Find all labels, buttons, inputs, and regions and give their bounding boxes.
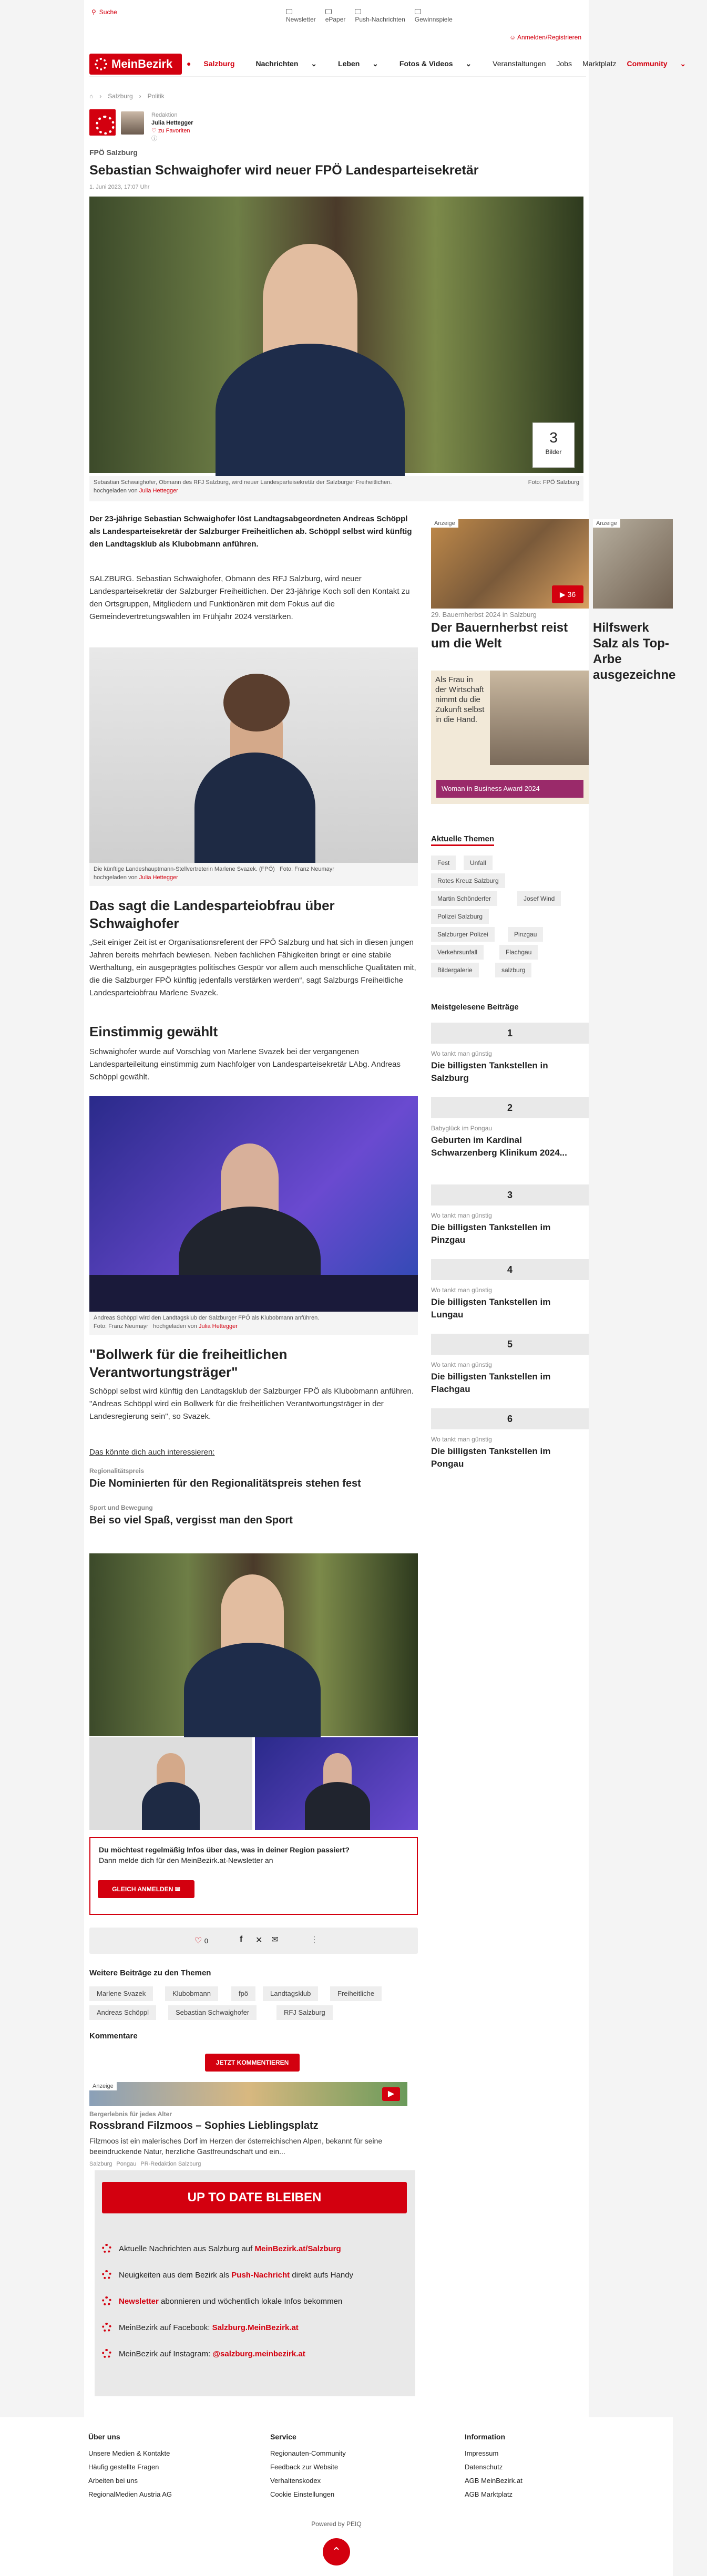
- footer-link[interactable]: Impressum: [465, 2449, 499, 2457]
- footer-link[interactable]: Unsere Medien & Kontakte: [88, 2449, 170, 2457]
- person-body: [184, 1643, 321, 1737]
- newsletter-signup-button[interactable]: GLEICH ANMELDEN ✉: [98, 1880, 194, 1898]
- popular-kicker: Wo tankt man günstig: [431, 1436, 492, 1443]
- chevron-down-icon: ⌄: [465, 59, 472, 68]
- article-lead: Der 23-jährige Sebastian Schwaighofer löst Landtagsabgeordneten Andreas Schöppl als Landesparteisekretär der Salzburger Freiheitlichen ab. Schöppl selbst wird künftig den Landtagsklub als Klubobmann anführen.: [89, 514, 412, 549]
- footer-link[interactable]: RegionalMedien Austria AG: [88, 2490, 172, 2498]
- footer-link[interactable]: Cookie Einstellungen: [270, 2490, 335, 2498]
- gallery-image-3[interactable]: [255, 1737, 418, 1830]
- top-links: [286, 8, 453, 23]
- footer-col-about: Über uns Unsere Medien & Kontakte Häufig gestellte Fragen Arbeiten bei uns RegionalMedien Austria AG: [88, 2430, 172, 2501]
- topic-tag[interactable]: Pinzgau: [508, 927, 543, 942]
- breadcrumb: ⌂ › Salzburg › Politik: [89, 92, 165, 100]
- top-bar: [84, 0, 589, 24]
- footer-link[interactable]: Regionauten-Community: [270, 2449, 346, 2457]
- footer: [0, 2417, 673, 2576]
- wib-image: [490, 671, 589, 765]
- gallery-count-button[interactable]: 3 Bilder: [532, 423, 575, 468]
- section-heading: Einstimmig gewählt: [89, 1024, 218, 1039]
- person-hair: [223, 674, 290, 731]
- nav-marktplatz[interactable]: Marktplatz: [582, 59, 617, 68]
- wib-ad[interactable]: Als Frau in der Wirtschaft nimmt du die Zukunft selbst in die Hand. Woman in Business Award 2024: [431, 671, 589, 804]
- related-kicker: Regionalitätspreis: [89, 1467, 145, 1475]
- chevron-down-icon: ⌄: [311, 59, 317, 68]
- more-topics-title: Weitere Beiträge zu den Themen: [89, 1969, 211, 1977]
- person-face: [221, 1143, 279, 1212]
- heart-icon: ♡: [151, 128, 157, 134]
- mail-share-icon[interactable]: ✉: [271, 1935, 279, 1944]
- rank-badge: 5: [431, 1334, 589, 1355]
- person-body: [216, 344, 405, 480]
- ad-text: Filzmoos ist ein malerisches Dorf im Herzen der österreichischen Alpen, bekannt für seine beeindruckende Natur, herzliche Gastfreundschaft und ein...: [89, 2137, 383, 2156]
- sidebar-card-image[interactable]: Anzeige ▶ 36: [431, 519, 589, 609]
- user-icon: ☺: [509, 34, 516, 41]
- sidebar-card-title[interactable]: Hilfswerk Salz als Top-Arbe ausgezeichne: [593, 621, 676, 682]
- article-paragraph: Schöppl selbst wird künftig den Landtagsklub der Salzburger FPÖ als Klubobmann anführen. "Andreas Schöppl wird ein Bollwerk für die freiheitlichen Verantwortungsträger in der Landesregierung sein", so Svazek.: [89, 1387, 414, 1421]
- topic-tag[interactable]: Landtagsklub: [263, 1986, 318, 2001]
- section-heading: Das sagt die Landesparteiobfrau über Schwaighofer: [89, 898, 335, 931]
- gift-icon: [415, 9, 421, 14]
- logo-icon: [95, 58, 107, 70]
- uploader-link[interactable]: Julia Hettegger: [198, 1323, 238, 1330]
- nav-nachrichten[interactable]: Nachrichten ⌄: [255, 59, 317, 68]
- search-link[interactable]: ⚲ Suche: [91, 8, 117, 16]
- paper-icon: [325, 9, 332, 14]
- popular-article-link[interactable]: Geburten im Kardinal Schwarzenberg Klinikum 2024...: [431, 1135, 567, 1158]
- rank-badge: 4: [431, 1259, 589, 1280]
- info-icon: ⓘ: [151, 136, 157, 142]
- hero-image[interactable]: [89, 197, 583, 473]
- footer-link[interactable]: Verhaltenskodex: [270, 2477, 321, 2485]
- chevron-down-icon: ⌄: [680, 59, 686, 68]
- powered-by: Powered by PEIQ: [311, 2520, 362, 2528]
- newsletter-box: Du möchtest regelmäßig Infos über das, was in deiner Region passiert? Dann melde dich für den MeinBezirk.at-Newsletter an: [89, 1837, 418, 1915]
- page-title: Sebastian Schwaighofer wird neuer FPÖ Landesparteisekretär: [89, 163, 479, 178]
- topic-tag[interactable]: Andreas Schöppl: [89, 2005, 156, 2020]
- related-kicker: Sport und Bewegung: [89, 1504, 153, 1511]
- rank-badge: 3: [431, 1184, 589, 1205]
- person-face: [323, 1753, 352, 1785]
- topic-tag[interactable]: Unfall: [464, 856, 493, 870]
- topic-tag[interactable]: Flachgau: [499, 945, 538, 960]
- sidebar-card-image-2[interactable]: Anzeige: [593, 519, 673, 609]
- image-caption: Andreas Schöppl wird den Landtagsklub der Salzburger FPÖ als Klubobmann anführen. Foto: Franz Neumayr hochgeladen von Julia Hettegger: [89, 1312, 418, 1335]
- table: [89, 1275, 418, 1312]
- author-org-logo: [89, 109, 116, 136]
- popular-kicker: Wo tankt man günstig: [431, 1212, 492, 1219]
- up-to-date-row[interactable]: Newsletter abonnieren und wöchentlich lokale Infos bekommen: [102, 2296, 342, 2306]
- topic-tag[interactable]: Josef Wind: [517, 891, 561, 906]
- more-share-icon[interactable]: ⋮: [310, 1935, 319, 1944]
- nav-community[interactable]: Community ⌄: [627, 59, 686, 68]
- topic-tag[interactable]: Verkehrsunfall: [431, 945, 484, 960]
- person-face: [263, 244, 357, 354]
- popular-title: Meistgelesene Beiträge: [431, 1003, 519, 1012]
- chevron-up-icon: ⌃: [331, 2545, 342, 2558]
- video-badge[interactable]: ▶ 36: [552, 585, 583, 603]
- footer-link[interactable]: AGB MeinBezirk.at: [465, 2477, 522, 2485]
- related-article-link[interactable]: Die Nominierten für den Regionalitätspreis stehen fest: [89, 1478, 361, 1489]
- share-bar: [89, 1928, 418, 1954]
- article-paragraph: SALZBURG. Sebastian Schwaighofer, Obmann des RFJ Salzburg, wird neuer Landesparteisekretär der Salzburger Freiheitlichen. Der 23-jährige Koch soll den Kontakt zu den Ortsgruppen, Mitgliedern und Funktionären mit dem Fokus auf die Gemeindevertretungswahlen im Frühjahr 2024 verstärken.: [89, 574, 410, 621]
- popular-article-link[interactable]: Die billigsten Tankstellen im Flachgau: [431, 1372, 551, 1394]
- footer-link[interactable]: AGB Marktplatz: [465, 2490, 513, 2498]
- article-kicker: FPÖ Salzburg: [89, 148, 138, 157]
- nav-jobs[interactable]: Jobs: [556, 59, 572, 68]
- up-to-date-row[interactable]: Aktuelle Nachrichten aus Salzburg auf MeinBezirk.at/Salzburg: [102, 2244, 341, 2253]
- image-caption: Sebastian Schwaighofer, Obmann des RFJ Salzburg, wird neuer Landesparteisekretär der Salzburger Freiheitlichen. Foto: FPÖ Salzburg hochgeladen von Julia Hettegger: [89, 476, 583, 501]
- popular-article-link[interactable]: Die billigsten Tankstellen im Lungau: [431, 1297, 551, 1320]
- region-selector[interactable]: ● Salzburg: [187, 59, 235, 68]
- logo-icon: [102, 2270, 111, 2280]
- like-button[interactable]: ♡ 0: [194, 1936, 209, 1945]
- topic-tag[interactable]: RFJ Salzburg: [276, 2005, 333, 2020]
- comments-title: Kommentare: [89, 2032, 138, 2041]
- article-paragraph: „Seit einiger Zeit ist er Organisationsreferent der FPÖ Salzburg und hat sich in diesen jungen Jahren bereits mehrfach bewiesen. Neben fachlichen Fähigkeiten bringt er eine stabile Werthaltung, ein ausgeprägtes politisches Gespür vor allem auch menschliche Qualitäten mit, die die Salzburger FPÖ künftig jedenfalls verstärken werden“, sagt Salzburgs Freiheitliche Landesparteiobfrau Marlene Svazek.: [89, 938, 416, 997]
- epaper-link[interactable]: ePaper: [325, 8, 346, 23]
- nav-fotos[interactable]: Fotos & Videos ⌄: [399, 59, 472, 68]
- gallery-image-2[interactable]: [89, 1737, 252, 1830]
- person-face: [157, 1753, 185, 1785]
- bell-icon: [355, 9, 361, 14]
- person-body: [194, 753, 315, 863]
- topic-tag[interactable]: Rotes Kreuz Salzburg: [431, 873, 505, 888]
- search-icon: ⚲: [91, 8, 96, 16]
- ad-kicker: Bergerlebnis für jedes Alter: [89, 2110, 172, 2118]
- breadcrumb-salzburg[interactable]: Salzburg: [108, 92, 133, 100]
- logo-icon: [102, 2296, 111, 2306]
- topic-tag[interactable]: Klubobmann: [165, 1986, 218, 2001]
- article-image-2[interactable]: [89, 647, 418, 863]
- up-to-date-row[interactable]: MeinBezirk auf Facebook: Salzburg.MeinBezirk.at: [102, 2323, 299, 2332]
- up-to-date-row[interactable]: MeinBezirk auf Instagram: @salzburg.meinbezirk.at: [102, 2349, 305, 2358]
- related-article-link[interactable]: Bei so viel Spaß, vergisst man den Sport: [89, 1514, 293, 1526]
- play-icon[interactable]: ▶: [382, 2087, 400, 2101]
- footer-col-service: Service Regionauten-Community Feedback zur Website Verhaltenskodex Cookie Einstellungen: [270, 2430, 346, 2501]
- uploader-link[interactable]: Julia Hettegger: [139, 874, 178, 881]
- topic-tag[interactable]: Marlene Svazek: [89, 1986, 153, 2001]
- popular-kicker: Wo tankt man günstig: [431, 1050, 492, 1057]
- uploader-link[interactable]: Julia Hettegger: [139, 488, 178, 494]
- person-face: [221, 1574, 284, 1648]
- logo-icon: [102, 2349, 111, 2358]
- breadcrumb-politik[interactable]: Politik: [147, 92, 165, 100]
- favorite-button[interactable]: ♡ zu Favoriten ⓘ: [151, 128, 190, 142]
- topic-tag[interactable]: fpö: [231, 1986, 255, 2001]
- up-to-date-banner: UP TO DATE BLEIBEN: [102, 2182, 407, 2213]
- card-date: 29. Bauernherbst 2024 in Salzburg: [431, 611, 537, 619]
- ad-image[interactable]: Anzeige ▶: [89, 2082, 407, 2106]
- person-body: [305, 1782, 370, 1830]
- popular-article-link[interactable]: Die billigsten Tankstellen in Salzburg: [431, 1060, 548, 1083]
- popular-article-link[interactable]: Die billigsten Tankstellen im Pinzgau: [431, 1222, 551, 1245]
- mail-icon: [286, 9, 292, 14]
- footer-col-info: Information Impressum Datenschutz AGB MeinBezirk.at AGB Marktplatz: [465, 2430, 522, 2501]
- footer-link[interactable]: Feedback zur Website: [270, 2463, 339, 2471]
- ad-title-link[interactable]: Rossbrand Filzmoos – Sophies Lieblingsplatz: [89, 2120, 319, 2131]
- facebook-icon[interactable]: f: [240, 1935, 243, 1944]
- ad-meta: Salzburg Pongau PR-Redaktion Salzburg: [89, 2161, 201, 2167]
- main-nav: [89, 51, 686, 77]
- twitter-icon[interactable]: ✕: [255, 1936, 263, 1945]
- logo[interactable]: MeinBezirk: [89, 54, 182, 75]
- gewinnspiele-link[interactable]: Gewinnspiele: [415, 8, 453, 23]
- footer-link[interactable]: Häufig gestellte Fragen: [88, 2463, 159, 2471]
- topic-tag[interactable]: Polizei Salzburg: [431, 909, 489, 924]
- article-image-3[interactable]: [89, 1096, 418, 1312]
- pin-icon: ●: [187, 59, 191, 68]
- image-caption: Die künftige Landeshauptmann-Stellvertreterin Marlene Svazek. (FPÖ) Foto: Franz Neumayr hochgeladen von Julia Hettegger: [89, 863, 418, 886]
- topic-tag[interactable]: salzburg: [495, 963, 531, 977]
- topic-tag[interactable]: Sebastian Schwaighofer: [168, 2005, 257, 2020]
- topic-tag[interactable]: Martin Schönderfer: [431, 891, 497, 906]
- topics-title: Aktuelle Themen: [431, 834, 494, 846]
- logo-icon: [102, 2244, 111, 2253]
- section-heading: "Bollwerk für die freiheitlichen Verantwortungsträger": [89, 1346, 288, 1380]
- push-link[interactable]: Push-Nachrichten: [355, 8, 405, 23]
- nav-leben[interactable]: Leben ⌄: [338, 59, 378, 68]
- topic-tag[interactable]: Fest: [431, 856, 456, 870]
- avatar[interactable]: [121, 111, 144, 135]
- sidebar-card-title[interactable]: Der Bauernherbst reist um die Welt: [431, 621, 568, 651]
- nav-veranstaltungen[interactable]: Veranstaltungen: [493, 59, 546, 68]
- related-label: Das könnte dich auch interessieren:: [89, 1448, 215, 1457]
- popular-article-link[interactable]: Die billigsten Tankstellen im Pongau: [431, 1446, 551, 1469]
- footer-link[interactable]: Arbeiten bei uns: [88, 2477, 138, 2485]
- article-date: 1. Juni 2023, 17:07 Uhr: [89, 184, 150, 190]
- up-to-date-row[interactable]: Neuigkeiten aus dem Bezirk als Push-Nachricht direkt aufs Handy: [102, 2270, 353, 2280]
- mail-icon: ✉: [175, 1885, 180, 1893]
- author-name[interactable]: Julia Hettegger: [151, 120, 193, 126]
- comment-button[interactable]: JETZT KOMMENTIEREN: [205, 2054, 300, 2072]
- chevron-down-icon: ⌄: [372, 59, 378, 68]
- logo-icon: [102, 2323, 111, 2332]
- person-body: [142, 1782, 200, 1830]
- rank-badge: 6: [431, 1408, 589, 1429]
- rank-badge: 1: [431, 1023, 589, 1044]
- rank-badge: 2: [431, 1097, 589, 1118]
- gallery-image-1[interactable]: [89, 1553, 418, 1736]
- author-box: [89, 109, 194, 142]
- newsletter-link[interactable]: Newsletter: [286, 8, 316, 23]
- topic-tag[interactable]: Bildergalerie: [431, 963, 479, 977]
- popular-kicker: Babyglück im Pongau: [431, 1125, 493, 1132]
- article-paragraph: Schwaighofer wurde auf Vorschlag von Marlene Svazek bei der vergangenen Landesparteileitung einstimmig zum Nachfolger von Landesparteisekretär LAbg. Andreas Schöppl gewählt.: [89, 1047, 401, 1081]
- popular-kicker: Wo tankt man günstig: [431, 1286, 492, 1294]
- topic-tag[interactable]: Salzburger Polizei: [431, 927, 495, 942]
- popular-kicker: Wo tankt man günstig: [431, 1361, 492, 1368]
- topic-tag[interactable]: Freiheitliche: [330, 1986, 382, 2001]
- footer-link[interactable]: Datenschutz: [465, 2463, 503, 2471]
- home-icon[interactable]: ⌂: [89, 92, 94, 100]
- scroll-top-button[interactable]: [323, 2538, 350, 2565]
- author-role: Redaktion: [151, 112, 178, 118]
- login-link[interactable]: ☺ Anmelden/Registrieren: [509, 34, 581, 41]
